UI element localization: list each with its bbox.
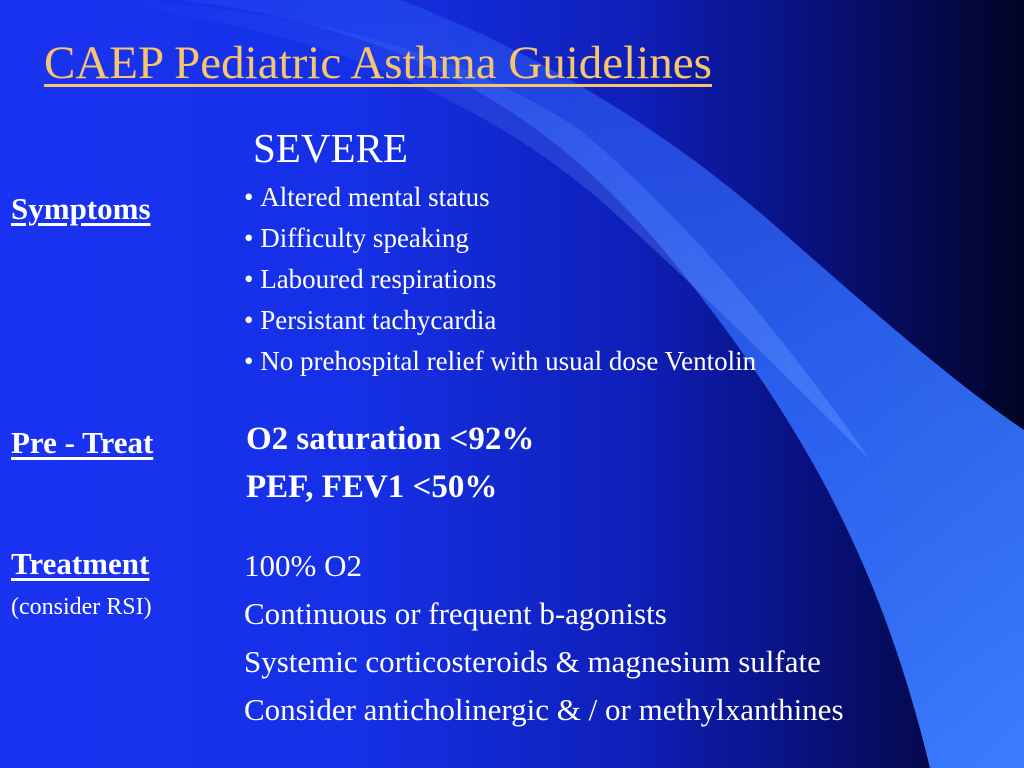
treatment-item: 100% O2: [244, 548, 362, 583]
symptom-item: • Persistant tachycardia: [244, 303, 756, 344]
slide-title: CAEP Pediatric Asthma Guidelines: [44, 37, 712, 89]
symptoms-list: [244, 180, 756, 385]
criteria-item: O2 saturation <92%: [246, 421, 535, 457]
treatment-note: (consider RSI): [11, 594, 152, 620]
symptoms-label: Symptoms: [11, 191, 151, 226]
treatment-item: Systemic corticosteroids & magnesium sulfate: [244, 644, 821, 679]
pretreat-criteria: [246, 418, 534, 514]
symptom-item: • No prehospital relief with usual dose Ventolin: [244, 344, 756, 385]
treatment-item: Continuous or frequent b-agonists: [244, 596, 667, 631]
treatment-item: Consider anticholinergic & / or methylxanthines: [244, 692, 844, 727]
symptom-item: • Difficulty speaking: [244, 221, 756, 262]
severity-heading: SEVERE: [253, 125, 408, 171]
pretreat-label: Pre - Treat: [11, 425, 154, 460]
treatment-list: [244, 545, 844, 737]
treatment-label: Treatment: [11, 546, 150, 581]
criteria-item: PEF, FEV1 <50%: [246, 469, 498, 505]
symptom-item: • Altered mental status: [244, 180, 756, 221]
symptom-item: • Laboured respirations: [244, 262, 756, 303]
